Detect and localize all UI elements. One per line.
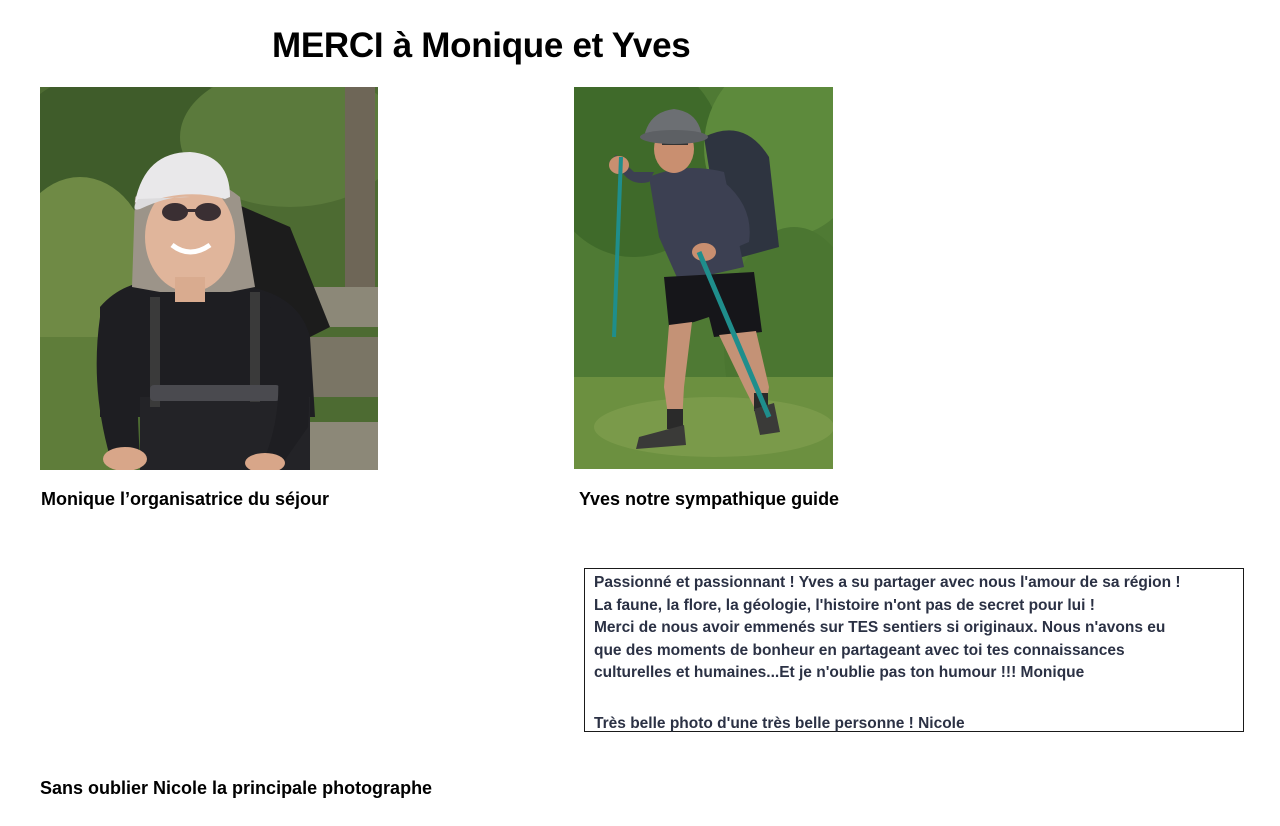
comment-spacer — [594, 685, 1235, 713]
comment-line: La faune, la flore, la géologie, l'histoire n'ont pas de secret pour lui ! — [594, 596, 1095, 614]
caption-yves: Yves notre sympathique guide — [579, 489, 840, 509]
caption-monique: Monique l’organisatrice du séjour — [41, 489, 330, 509]
photo-monique — [40, 87, 378, 470]
comment-box — [584, 568, 1244, 732]
page-title: MERCI à Monique et Yves — [272, 26, 691, 65]
comment-line: Merci de nous avoir emmenés sur TES sentiers si originaux. Nous n'avons eu — [594, 619, 1166, 637]
photo-yves — [574, 87, 833, 469]
comment-line: culturelles et humaines...Et je n'oublie pas ton humour !!! Monique — [594, 664, 1085, 682]
comment-line: que des moments de bonheur en partageant avec toi tes connaissances — [594, 641, 1125, 659]
comment-line: Passionné et passionnant ! Yves a su partager avec nous l'amour de sa région ! — [594, 574, 1181, 591]
comment-signature-line: Très belle photo d'une très belle personne ! Nicole — [594, 714, 965, 732]
footer-note: Sans oublier Nicole la principale photographe — [40, 778, 433, 798]
